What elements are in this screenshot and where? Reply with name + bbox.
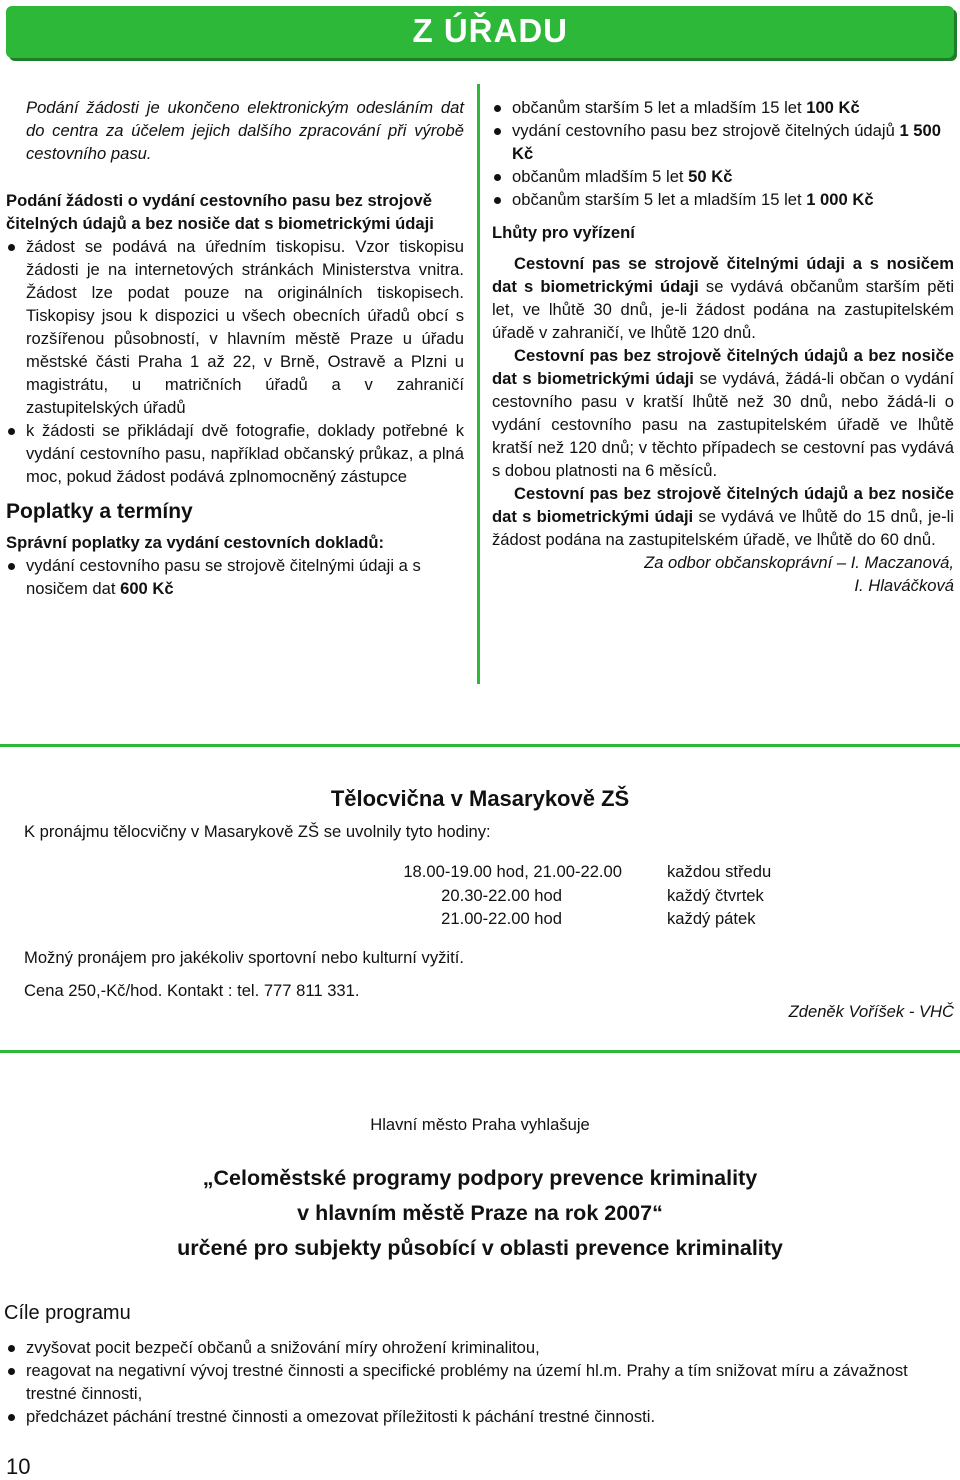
announce-text: Hlavní město Praha vyhlašuje	[370, 1115, 590, 1134]
deadline-bold: Cestovní pas se strojově čitelnými údaji a s nosičem dat s biometrickými údaji	[492, 254, 954, 296]
list-item	[6, 554, 464, 600]
fee-amount: 600 Kč	[120, 579, 174, 598]
section-divider	[0, 1050, 960, 1053]
list-item	[492, 96, 954, 119]
subheading-application: Podání žádosti o vydání cestovního pasu bez strojově čitelných údajů a bez nosiče dat s biometrickými údaji	[6, 191, 434, 233]
signature: Za odbor občanskoprávní – I. Maczanová,	[644, 553, 954, 572]
goals-heading: Cíle programu	[4, 1302, 131, 1324]
section-divider	[0, 744, 960, 747]
list-item: reagovat na negativní vývoj trestné činnosti a specifické problémy na území hl.m. Prahy a tím snižovat míru a závažnost trestné činnosti,	[6, 1359, 954, 1405]
gym-title: Tělocvična v Masarykově ZŠ	[330, 786, 630, 811]
gym-price: Cena 250,-Kč/hod. Kontakt : tel. 777 811 331.	[24, 981, 360, 1000]
deadline-text: se vydává občanům starším pěti let, ve lhůtě 30 dnů, je-li žádost podána na zastupitelském úřadě v zahraničí, ve lhůtě 120 dnů.	[492, 277, 954, 342]
gym-note: Možný pronájem pro jakékoliv sportovní nebo kulturní vyžití.	[24, 948, 464, 967]
right-column	[492, 96, 954, 597]
fee-text: občanům starším 5 let a mladším 15 let	[512, 190, 802, 209]
gym-time: 21.00-22.00 hod	[441, 909, 562, 928]
deadline-paragraph	[492, 482, 954, 551]
intro-paragraph: Podání žádosti je ukončeno elektronickým odesláním dat do centra za účelem jejich dalšího zpracování při výrobě cestovního pasu.	[26, 98, 464, 163]
fee-text: vydání cestovního pasu se strojově čitelnými údaji a s nosičem dat	[26, 556, 421, 598]
fees-subheading: Správní poplatky za vydání cestovních dokladů:	[6, 533, 385, 552]
program-title: určené pro subjekty působící v oblasti prevence kriminality	[177, 1236, 783, 1260]
list-item: k žádosti se přikládají dvě fotografie, doklady potřebné k vydání cestovního pasu, například občanský průkaz, a plná moc, pokud žádost podává zplnomocněný zástupce	[6, 419, 464, 488]
fee-amount: 1 000 Kč	[806, 190, 874, 209]
deadline-text: se vydává, žádá-li občan o vydání cestovního pasu v kratší lhůtě než 30 dnů, nebo žádá-li o vydání cestovního pasu na zastupitelském úřadě ve lhůtě kratší než 120 dnů; v těchto případech se cestovní pas vydává s dobou platnosti na 6 měsíců.	[492, 369, 954, 480]
program-title: v hlavním městě Praze na rok 2007“	[297, 1201, 663, 1225]
gym-day: každou středu	[667, 862, 772, 881]
gym-day: každý pátek	[667, 909, 756, 928]
deadlines-heading: Lhůty pro vyřízení	[492, 223, 635, 242]
column-divider	[477, 84, 480, 684]
fees-heading: Poplatky a termíny	[6, 500, 193, 523]
list-item: zvyšovat pocit bezpečí občanů a snižování míry ohrožení kriminalitou,	[6, 1336, 954, 1359]
fee-text: vydání cestovního pasu bez strojově čitelných údajů	[512, 121, 895, 140]
deadline-bold: Cestovní pas bez strojově čitelných údajů a bez nosiče dat s biometrickými údaji	[492, 484, 954, 526]
deadline-paragraph	[492, 252, 954, 344]
list-item: předcházet páchání trestné činnosti a omezovat příležitosti k páchání trestné činnosti.	[6, 1405, 954, 1428]
gym-signature: Zdeněk Voříšek - VHČ	[788, 1002, 954, 1021]
deadline-paragraph	[492, 344, 954, 482]
fee-amount: 1 500 Kč	[512, 121, 941, 163]
left-column	[6, 96, 464, 600]
gym-time: 20.30-22.00 hod	[441, 886, 562, 905]
goals-list	[6, 1336, 954, 1428]
gym-day: každý čtvrtek	[667, 886, 764, 905]
list-item	[492, 165, 954, 188]
fee-text: občanům mladším 5 let	[512, 167, 684, 186]
list-item: žádost se podává na úředním tiskopisu. Vzor tiskopisu žádosti je na internetových stránkách Ministerstva vnitra. Žádost lze podat pouze na originálních tiskopisech. Tiskopisy jsou k dispozici u všech obecních úřadů obcí s rozšířenou působností, v hlavním městě Praze u úřadu městské části Praha 1 až 22, v Brně, Ostravě a Plzni u magistrátu, u matričních úřadů a v zahraničí zastupitelských úřadů	[6, 235, 464, 419]
gym-time: 18.00-19.00 hod, 21.00-22.00	[403, 862, 622, 881]
deadline-bold: Cestovní pas bez strojově čitelných údajů a bez nosiče dat s biometrickými údaji	[492, 346, 954, 388]
list-item	[492, 188, 954, 211]
fee-text: občanům starším 5 let a mladším 15 let	[512, 98, 802, 117]
section-title: Z ÚŘADU	[412, 12, 568, 49]
fee-amount: 50 Kč	[688, 167, 733, 186]
fee-amount: 100 Kč	[806, 98, 860, 117]
list-item	[492, 119, 954, 165]
deadline-text: se vydává ve lhůtě do 15 dnů, je-li žádost podána na zastupitelském úřadě, ve lhůtě do 60 dnů.	[492, 507, 954, 549]
page-number: 10	[6, 1454, 31, 1479]
program-title: „Celoměstské programy podpory prevence kriminality	[202, 1166, 758, 1190]
gym-intro: K pronájmu tělocvičny v Masarykově ZŠ se uvolnily tyto hodiny:	[24, 822, 491, 841]
signature: I. Hlaváčková	[854, 576, 954, 595]
